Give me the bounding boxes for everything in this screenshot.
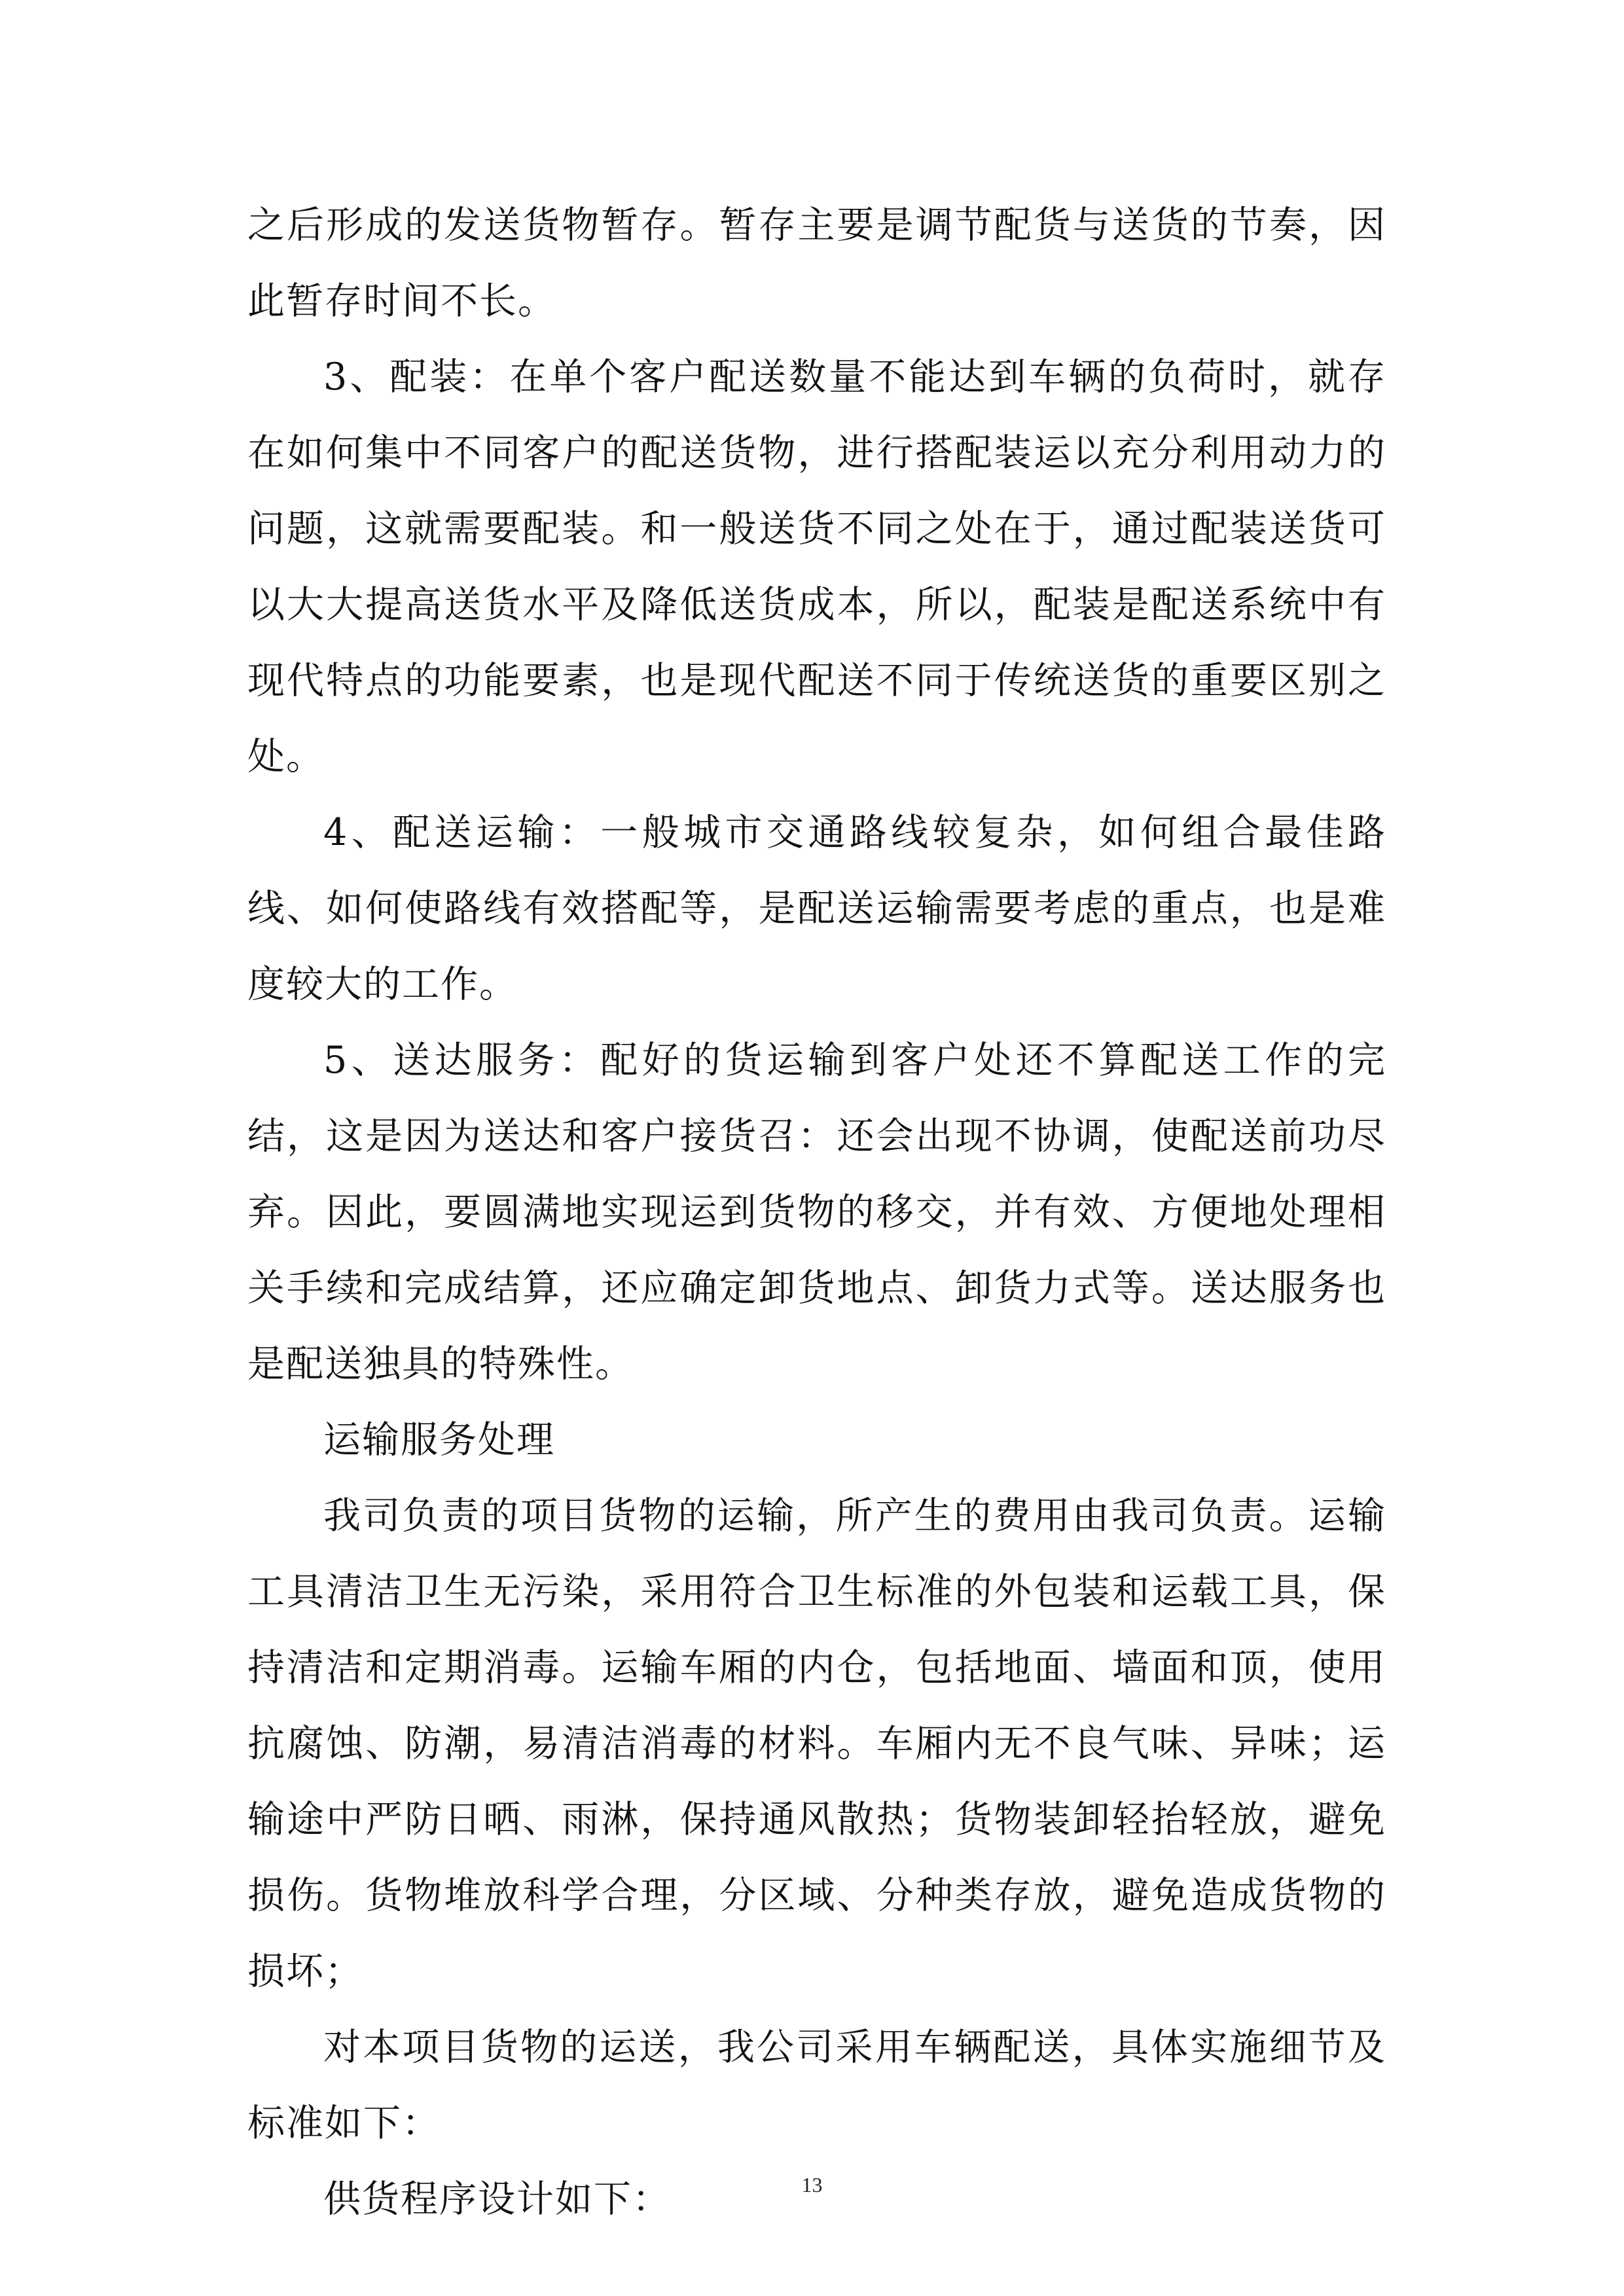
page-number: 13 [801, 2173, 823, 2197]
paragraph-packing: 3、配装：在单个客户配送数量不能达到车辆的负荷时，就存在如何集中不同客户的配送货物，进行搭配装运以充分利用动力的问题，这就需要配装。和一般送货不同之处在于，通过配装送货可以大大提高送货水平及降低送货成本，所以，配装是配送系统中有现代特点的功能要素，也是现代配送不同于传统送货的重要区别之处。 [247, 355, 1386, 778]
paragraph-supply-procedure: 供货程序设计如下： [323, 2178, 671, 2221]
paragraph-delivery-service: 5、送达服务：配好的货运输到客户处还不算配送工作的完结，这是因为送达和客户接货召：还会出现不协调，使配送前功尽弃。因此，要圆满地实现运到货物的移交，并有效、方便地处理相关手续和完成结算，还应确定卸货地点、卸货力式等。送达服务也是配送独具的特殊性。 [247, 1039, 1386, 1386]
paragraph-transport-responsibility: 我司负责的项目货物的运输，所产生的费用由我司负责。运输工具清洁卫生无污染，采用符合卫生标准的外包装和运载工具，保持清洁和定期消毒。运输车厢的内仓，包括地面、墙面和顶，使用抗腐蚀、防潮，易清洁消毒的材料。车厢内无不良气味、异味；运输途中严防日晒、雨淋，保持通风散热；货物装卸轻抬轻放，避免损伤。货物堆放科学合理，分区域、分种类存放，避免造成货物的损坏； [247, 1494, 1386, 1993]
section-heading-transport-service: 运输服务处理 [323, 1418, 555, 1462]
paragraph-continuation: 之后形成的发送货物暂存。暂存主要是调节配货与送货的节奏，因此暂存时间不长。 [247, 204, 1386, 323]
paragraph-delivery-transport: 4、配送运输：一般城市交通路线较复杂，如何组合最佳路线、如何使路线有效搭配等，是配送运输需要考虑的重点，也是难度较大的工作。 [247, 811, 1386, 1006]
page-body [247, 187, 1386, 2237]
paragraph-vehicle-delivery: 对本项目货物的运送，我公司采用车辆配送，具体实施细节及标准如下： [247, 2026, 1386, 2145]
